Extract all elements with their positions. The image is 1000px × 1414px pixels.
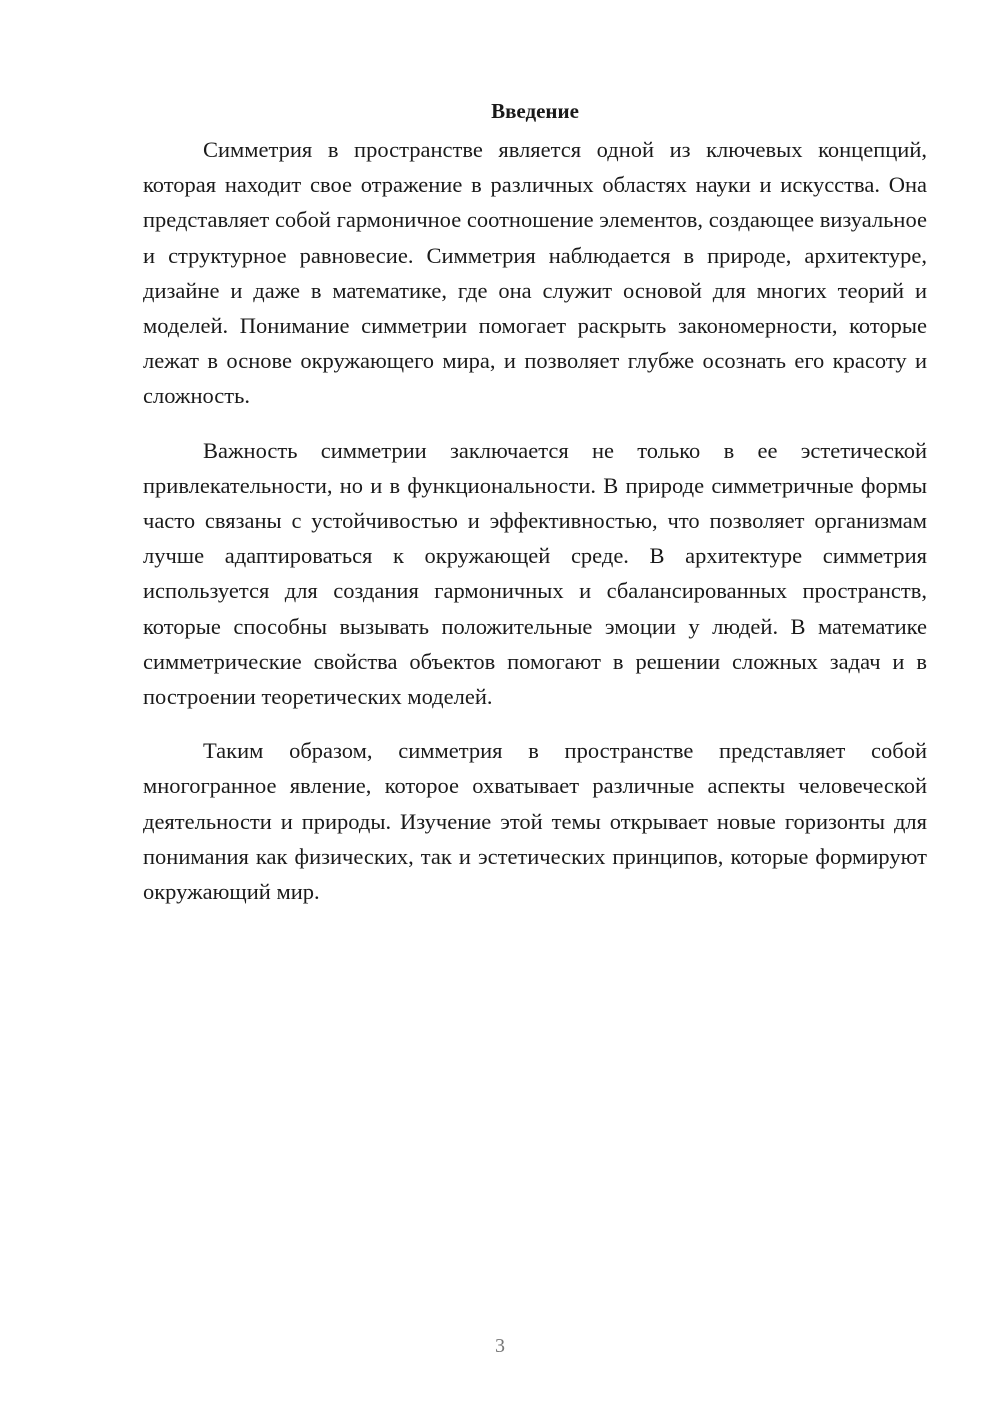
page-title: Введение — [491, 99, 579, 123]
paragraph-1: Симметрия в пространстве является одной из ключевых концепций, которая находит свое отражение в различных областях науки и искусства. Она представляет собой гармоничное соотношение элементов, создающее визуальное и структурное равновесие. Симметрия наблюдается в природе, архитектуре, дизайне и даже в математике, где она служит основой для многих теорий и моделей. Понимание симметрии помогает раскрыть закономерности, которые лежат в основе окружающего мира, и позволяет глубже осознать его красоту и сложность. — [143, 137, 927, 409]
paragraph-3: Таким образом, симметрия в пространстве представляет собой многогранное явление, которое охватывает различные аспекты человеческой деятельности и природы. Изучение этой темы открывает новые горизонты для понимания как физических, так и эстетических принципов, которые формируют окружающий мир. — [143, 738, 927, 905]
page-content — [143, 96, 927, 928]
paragraph-2: Важность симметрии заключается не только в ее эстетической привлекательности, но и в функциональности. В природе симметричные формы часто связаны с устойчивостью и эффективностью, что позволяет организмам лучше адаптироваться к окружающей среде. В архитектуре симметрия используется для создания гармоничных и сбалансированных пространств, которые способны вызывать положительные эмоции у людей. В математике симметрические свойства объектов помогают в решении сложных задач и в построении теоретических моделей. — [143, 437, 927, 710]
page-number: 3 — [495, 1335, 505, 1357]
